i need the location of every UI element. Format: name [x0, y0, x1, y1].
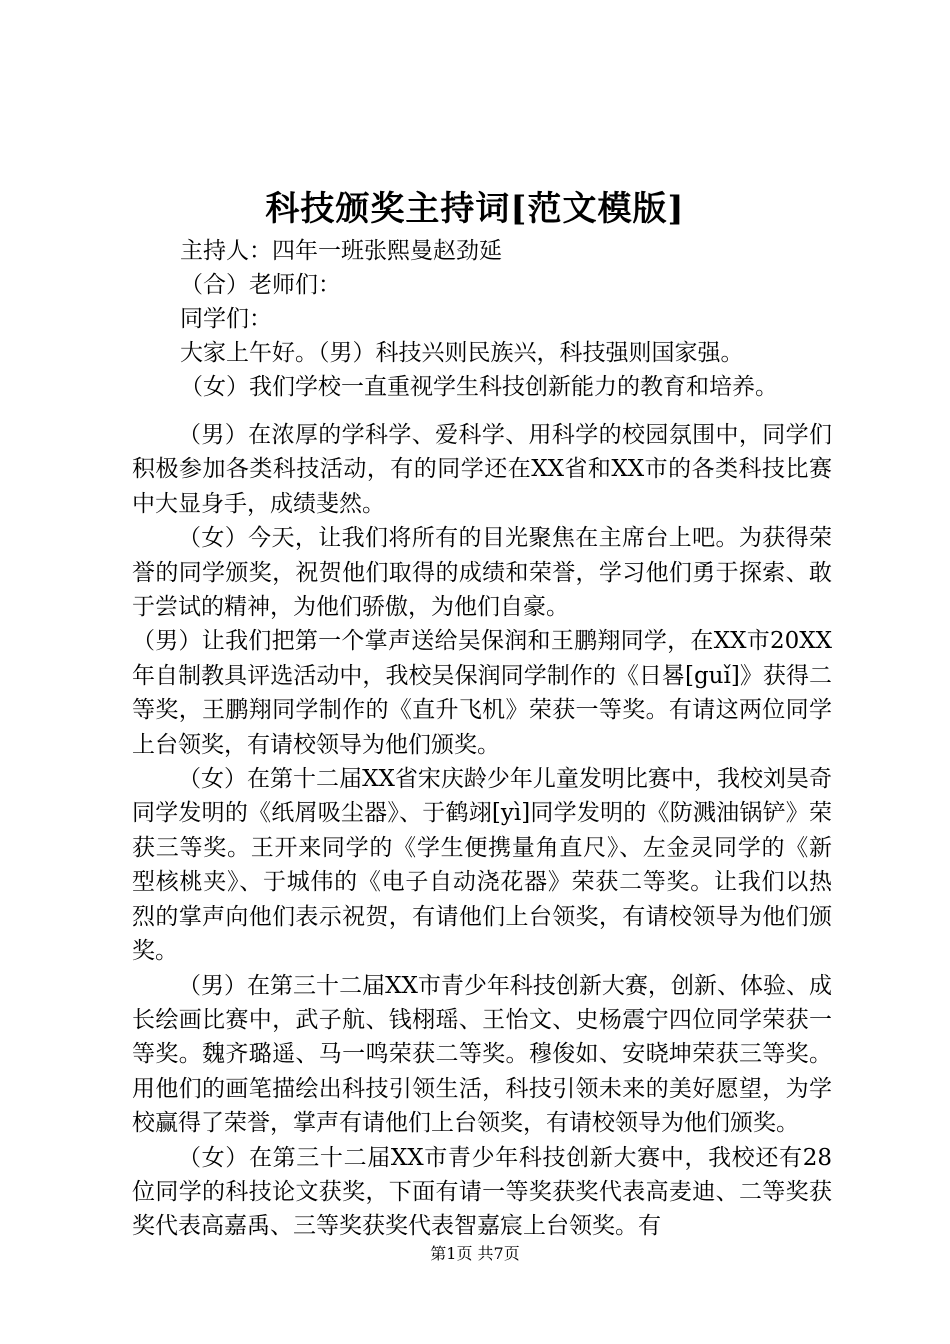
document-title: 科技颁奖主持词[范文模版] — [265, 189, 685, 229]
greeting-morning: 大家上午好。（男）科技兴则民族兴，科技强则国家强。 — [180, 340, 744, 366]
greeting-teachers: （合）老师们： — [180, 272, 341, 298]
paragraph: （女）在第三十二届XX市青少年科技创新大赛中，我校还有28位同学的科技论文获奖，下面有请一等奖获奖代表高麦迪、二等奖获奖代表高嘉禹、三等奖获奖代表智嘉宸上台领奖。有 — [132, 1144, 832, 1240]
paragraph: （男）在第三十二届XX市青少年科技创新大赛，创新、体验、成长绘画比赛中，武子航、钱栩瑶、王怡文、史杨震宁四位同学荣获一等奖。魏齐璐遥、马一鸣荣获二等奖。穆俊如、安晓坤荣获三等奖。用他们的画笔描绘出科技引领生活，科技引领未来的美好愿望，为学校赢得了荣誉，掌声有请他们上台领奖，有请校领导为他们颁奖。 — [132, 972, 832, 1137]
document-body — [132, 418, 832, 1244]
intro-female-line: （女）我们学校一直重视学生科技创新能力的教育和培养。 — [180, 374, 778, 400]
paragraph: （男）让我们把第一个掌声送给吴保润和王鹏翔同学，在XX市20XX年自制教具评选活动中，我校吴保润同学制作的《日晷[guǐ]》获得二等奖，王鹏翔同学制作的《直升飞机》荣获一等奖。有请这两位同学上台领奖，有请校领导为他们颁奖。 — [132, 628, 832, 758]
paragraph: （女）在第十二届XX省宋庆龄少年儿童发明比赛中，我校刘昊奇同学发明的《纸屑吸尘器》、于鹤翊[yì]同学发明的《防溅油锅铲》荣获三等奖。王开来同学的《学生便携量角直尺》、左金灵同学的《新型核桃夹》、于城伟的《电子自动浇花器》荣获二等奖。让我们以热烈的掌声向他们表示祝贺，有请他们上台领奖，有请校领导为他们颁奖。 — [132, 766, 832, 965]
paragraph: （女）今天，让我们将所有的目光聚焦在主席台上吧。为获得荣誉的同学颁奖，祝贺他们取得的成绩和荣誉，学习他们勇于探索、敢于尝试的精神，为他们骄傲，为他们自豪。 — [132, 525, 832, 621]
host-line: 主持人：四年一班张熙曼赵劲延 — [180, 238, 502, 264]
page-footer: 第1页 共7页 — [430, 1244, 520, 1263]
paragraph: （男）在浓厚的学科学、爱科学、用科学的校园氛围中，同学们积极参加各类科技活动，有的同学还在XX省和XX市的各类科技比赛中大显身手，成绩斐然。 — [132, 422, 832, 517]
intro-block — [180, 234, 880, 404]
greeting-students: 同学们： — [180, 306, 272, 332]
